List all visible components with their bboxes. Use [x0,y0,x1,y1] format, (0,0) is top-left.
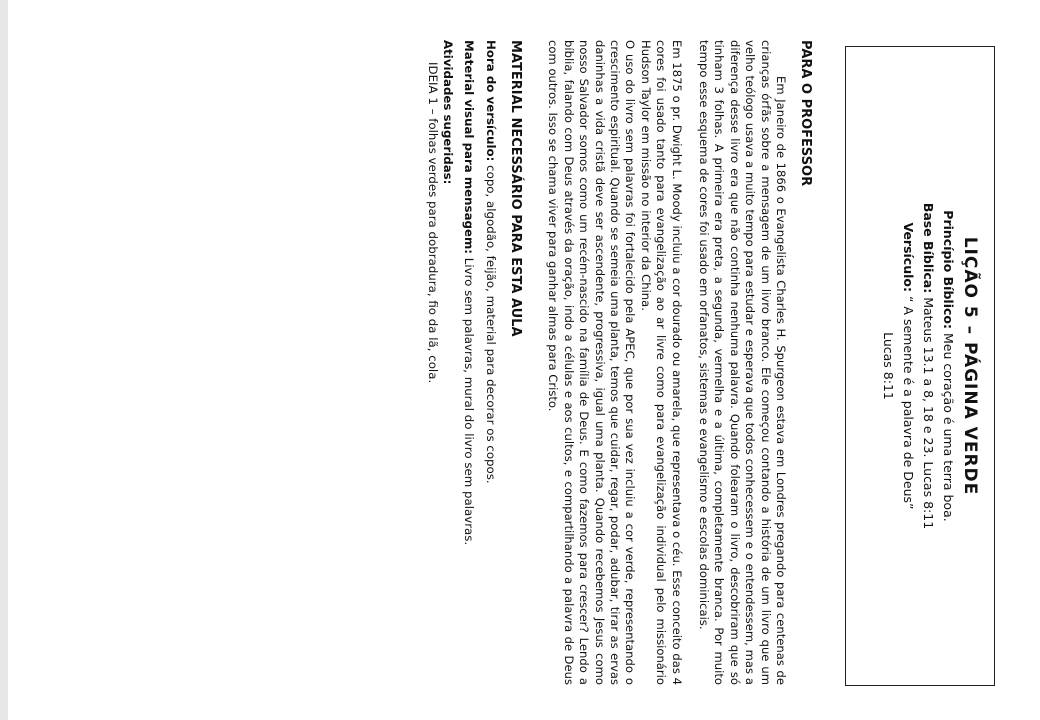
principio-label: Princípio Bíblico: [941,210,956,329]
rotated-document-page [195,40,995,685]
hora-label: Hora do versículo: [483,40,498,162]
principio-text: Meu coração é uma terra boa. [941,332,956,522]
visual-line [461,40,476,685]
hora-line [483,40,498,685]
versiculo-text: “ A semente é a palavra de Deus” [901,295,916,510]
versiculo-line [900,47,916,685]
visual-text: Livro sem palavras, mural do livro sem palavras. [462,257,477,546]
material-heading: MATERIAL NECESSÁRIO PARA ESTA AULA [507,40,523,337]
base-label: Base Bíblica: [921,202,936,294]
principio-line [940,47,956,685]
viewer-left-edge [0,0,8,720]
professor-heading: PARA O PROFESSOR [798,40,813,187]
versiculo-ref: Lucas 8:11 [881,332,896,400]
professor-paragraph-1: Em Janeiro de 1866 o Evangelista Charles H. Spurgeon estava em Londres pregando para centenas de crianças órfãs sobre a mensagem de um livro branco. Ele começou contando a história de um livro que um velho teólogo usava a muito tempo para estudar e esperava que todos conhecessem e o entendessem, mas a diferença desse livro era que não continha nenhuma palavra. Quando folearam o livro, descobriram que só tinham 3 folhas. A primeira era preta, a segunda, vermelha e a última, completamente branca. Por muito tempo esse esquema de cores foi usado em orfanatos, sistemas e evangelismo e escolas dominicais. [696,40,788,685]
hora-text: copo, algodão, feijão, material para decorar os copos. [483,165,498,484]
professor-paragraph-2: Em 1875 o pr. Dwight L. Moody incluiu a cor dourado ou amarela, que representava o céu. Esse conceito das 4 cores foi usado tanto para evangelização ao ar livre como para evangelização individual pelo missionário Hudson Taylor em missão no interior da China. [638,40,684,685]
base-text: Mateus 13.1 a 8, 18 e 23. Lucas 8:11 [921,297,936,530]
lesson-body [424,40,813,685]
visual-label: Material visual para mensagem: [462,40,477,254]
atividades-label: Atividades sugeridas: [441,40,456,185]
lesson-title: LIÇÃO 5 – PÁGINA VERDE [960,236,980,496]
base-line [920,47,936,685]
atividades-line [440,40,455,685]
material-section [424,40,523,685]
ideia-line: IDEIA 1 – folhas verdes para dobradura, fio da lã, cola. [425,62,440,384]
lesson-header-box [845,46,995,686]
versiculo-label: Versículo: [901,222,916,292]
professor-paragraph-3: O uso do livro sem palavras foi fortalecido pela APEC, que por sua vez incluiu a cor verde, representando o crescimento espiritual. Quando se semeia uma planta, temos que cuidar, regar, podar, adubar, tirar as ervas daninhas a vida cristã deve ser ascendente, progressiva, igual uma planta. Quando recebemos Jesus como nosso Salvador somos como um recém-nascido na família de Deus. E como fazemos para crescer? Lendo a bíblia, falando com Deus através da oração, indo a células e aos cultos, e compartilhando a palavra de Deus com outros. Isso se chama viver para ganhar almas para Cristo. [546,40,638,685]
